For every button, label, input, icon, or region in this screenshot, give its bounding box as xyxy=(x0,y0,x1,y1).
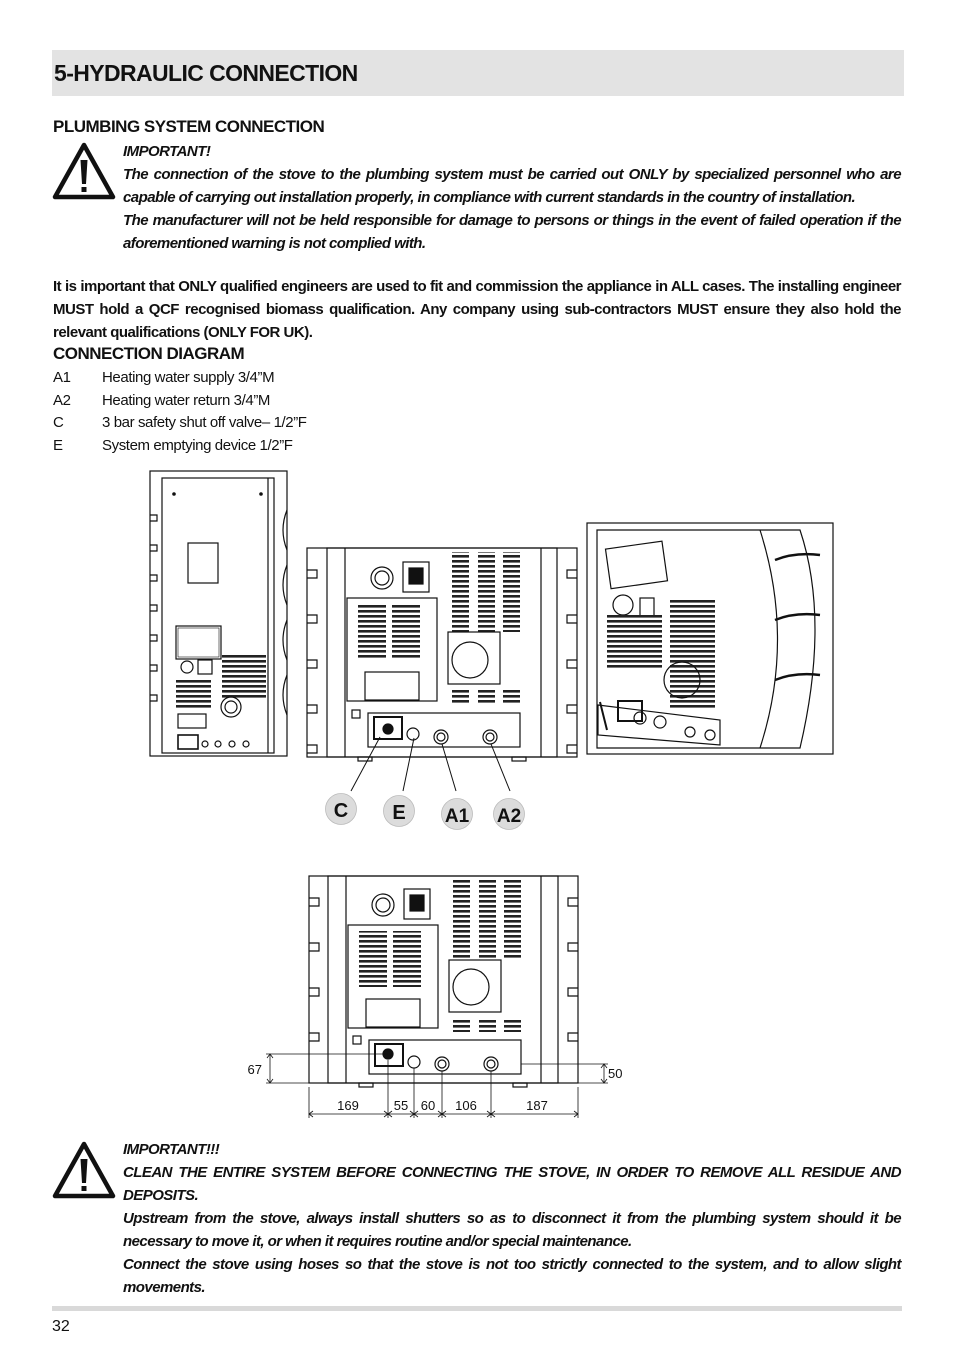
legend-code: A1 xyxy=(53,369,71,386)
dimensioned-back-view xyxy=(309,876,578,1087)
warning-title: IMPORTANT! xyxy=(123,143,211,160)
callout-badges xyxy=(326,794,525,830)
legend-label: System emptying device 1/2”F xyxy=(102,437,293,455)
callout-leaders xyxy=(351,737,510,791)
perspective-view-drawing xyxy=(587,523,833,754)
section-title: 5-HYDRAULIC CONNECTION xyxy=(54,60,358,86)
callout-a2 xyxy=(494,799,525,830)
dimension-label: 55 xyxy=(393,1098,409,1113)
dimension-label: 67 xyxy=(247,1062,262,1077)
warning-title: IMPORTANT!!! xyxy=(123,1141,220,1158)
callout-a1 xyxy=(442,799,473,830)
warning-text: The connection of the stove to the plumbing system must be carried out ONLY by specialized personnel who are capable of carrying out installation properly, in compliance with current standards in the country of installation. xyxy=(123,166,901,206)
callout-label: C xyxy=(333,800,349,822)
uk-note: It is important that ONLY qualified engineers are used to fit and commission the appliance in ALL cases. The installing engineer MUST hold a QCF recognised biomass qualification. Any company using sub-contractors MUST ensure they also hold the relevant qualifications (ONLY FOR UK). xyxy=(53,278,901,341)
legend-label: 3 bar safety shut off valve– 1/2”F xyxy=(102,414,307,432)
final-warning xyxy=(123,1138,901,1299)
callout-label: A2 xyxy=(496,806,522,827)
legend-label: Heating water supply 3/4”M xyxy=(102,369,275,386)
dimension-label: 169 xyxy=(337,1098,359,1113)
warning-text: The manufacturer will not be held responsible for damage to persons or things in the event of failed operation if the aforementioned warning is not complied with. xyxy=(123,212,901,252)
legend-code: E xyxy=(53,437,63,455)
callout-c xyxy=(326,794,357,825)
page-number: 32 xyxy=(52,1318,70,1335)
warning-text: Upstream from the stove, always install shutters so as to disconnect it from the plumbing system should it be necessary to move it, or when it requires routine and/or special maintenance. xyxy=(123,1210,901,1250)
callout-label: A1 xyxy=(444,806,470,827)
legend-label: Heating water return 3/4”M xyxy=(102,391,271,409)
dimension-label: 50 xyxy=(608,1066,623,1081)
callout-label: E xyxy=(392,802,406,824)
warning-text: Connect the stove using hoses so that the stove is not too strictly connected to the system, and to allow slight movements. xyxy=(123,1256,901,1296)
legend-code: C xyxy=(53,414,64,432)
side-view-drawing xyxy=(150,471,287,756)
connection-diagram-heading: CONNECTION DIAGRAM xyxy=(53,344,245,363)
dimension-labels xyxy=(248,1062,623,1113)
dimension-label: 60 xyxy=(420,1098,436,1113)
plumbing-heading: PLUMBING SYSTEM CONNECTION xyxy=(53,117,325,136)
dimension-label: 106 xyxy=(455,1098,477,1113)
dimension-lines xyxy=(266,1054,608,1118)
footer-rule xyxy=(52,1306,902,1311)
legend-code: A2 xyxy=(53,391,71,409)
warning-text: CLEAN THE ENTIRE SYSTEM BEFORE CONNECTING THE STOVE, IN ORDER TO REMOVE ALL RESIDUE AND DEPOSITS. xyxy=(123,1164,901,1204)
warning-triangle-icon xyxy=(52,1141,116,1199)
dimension-label: 187 xyxy=(526,1098,548,1113)
callout-e xyxy=(384,796,415,827)
back-view-drawing xyxy=(307,548,577,761)
